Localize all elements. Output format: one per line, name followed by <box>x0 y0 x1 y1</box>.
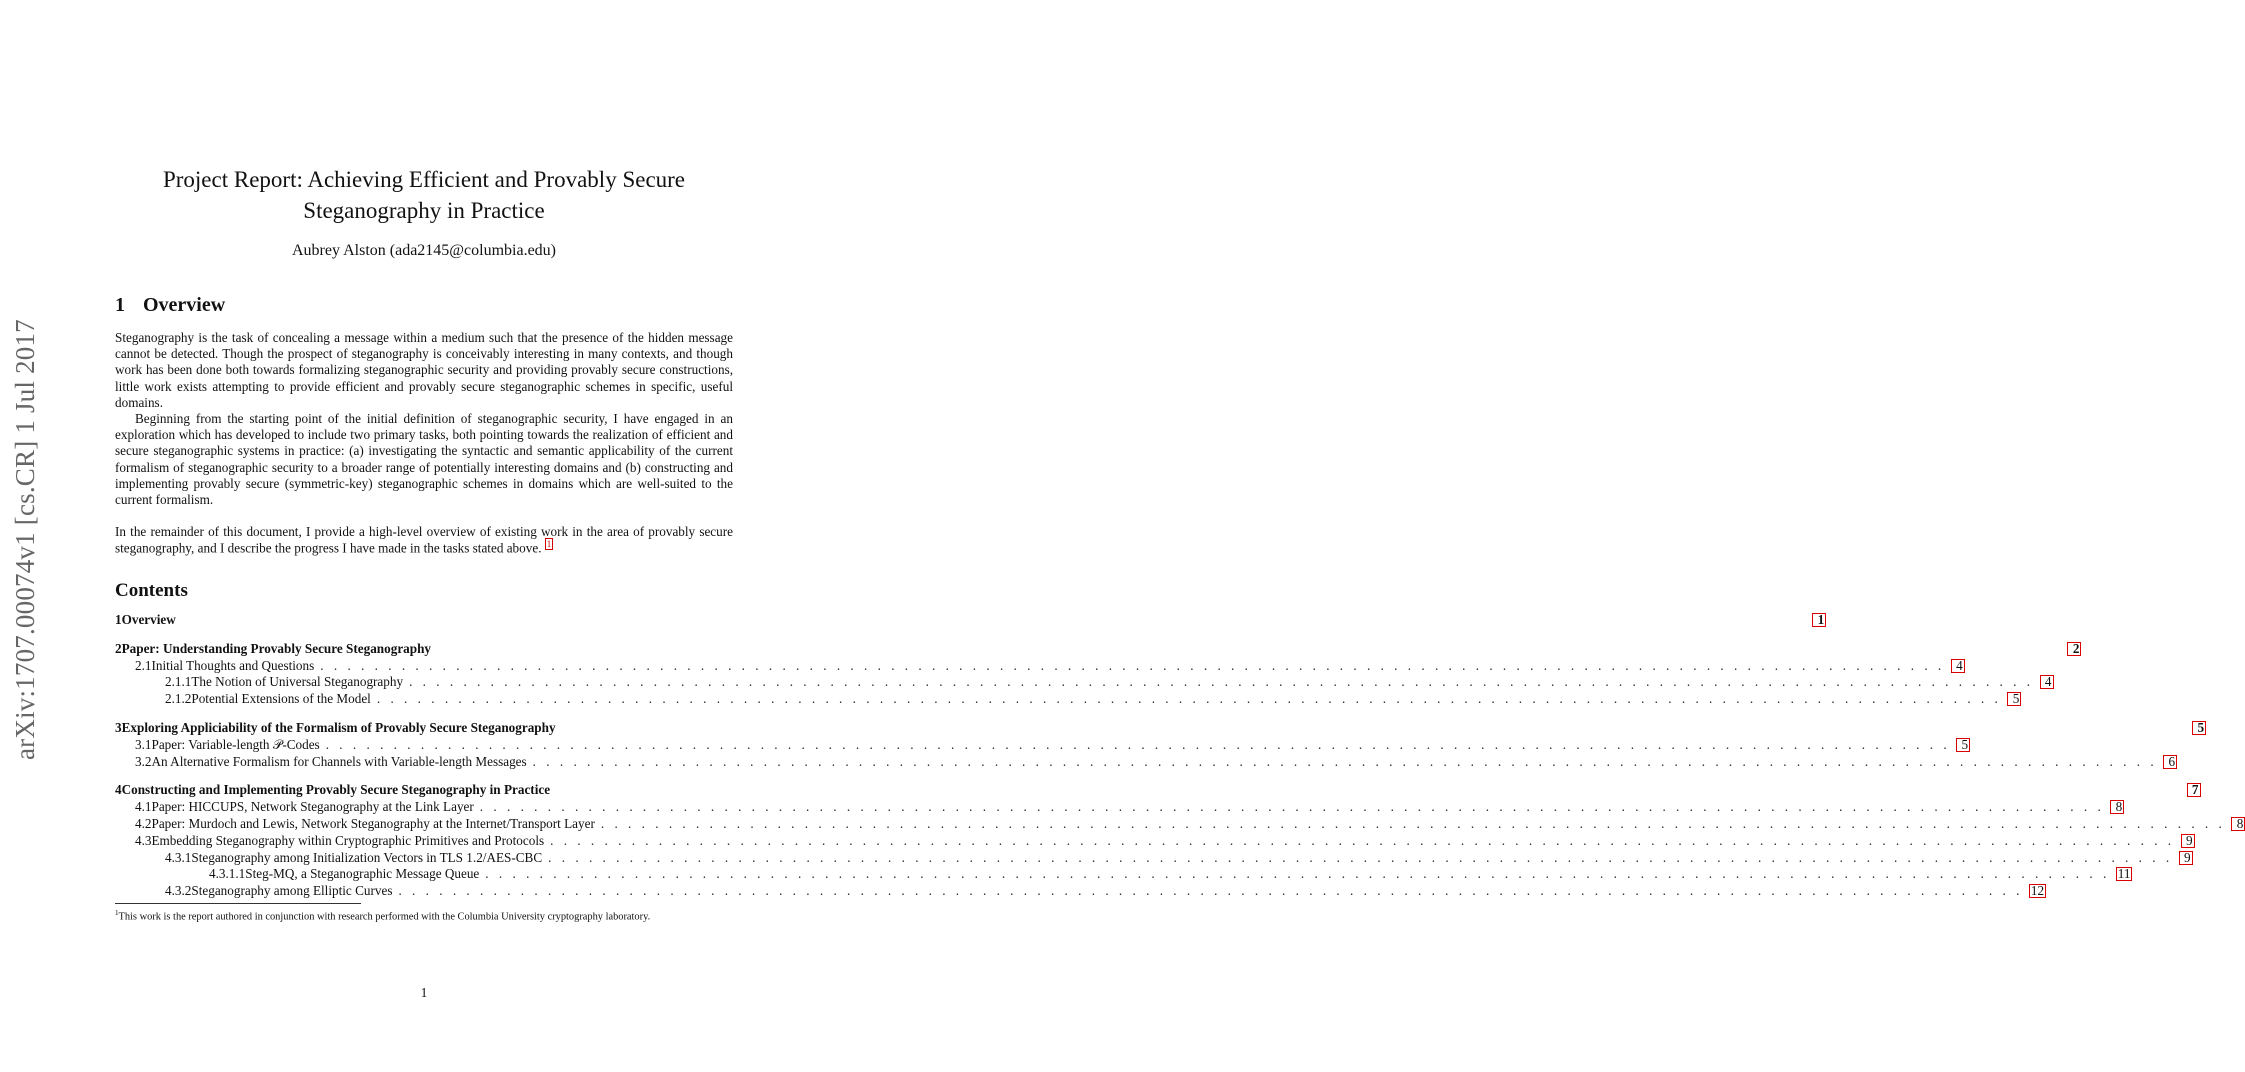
toc-page-link[interactable]: 1 <box>1812 613 1826 627</box>
table-of-contents <box>115 612 2244 900</box>
toc-entry[interactable] <box>115 849 2191 867</box>
page-number: 1 <box>420 985 428 1000</box>
toc-page-link[interactable]: 5 <box>1956 738 1970 752</box>
overview-body <box>115 330 733 557</box>
toc-entry-title: Paper: Variable-length 𝒫-Codes <box>151 736 320 752</box>
toc-entry-title: Paper: Murdoch and Lewis, Network Steganography at the Internet/Transport Layer <box>151 815 595 831</box>
toc-entry-number: 4.3.1 <box>165 849 192 865</box>
toc-entry[interactable] <box>115 719 2205 737</box>
toc-dot-leader: . . . . . . . . . . . . . . . . . . . . . . . . . . . . . . . . . . . . . . . . . . . . . . . . . . . . . . . . . . . . . . . . . . . . . . . . . . . . . . . . . . . . . . . . . . . . . . . . . . . . . . . . . . . . . . . . . . . . . . . . <box>532 753 2158 769</box>
toc-entry-title: Exploring Appliciability of the Formalism of Provably Secure Steganography <box>121 719 556 735</box>
toc-dot-leader: . . . . . . . . . . . . . . . . . . . . . . . . . . . . . . . . . . . . . . . . . . . . . . . . . . . . . . . . . . . . . . . . . . . . . . . . . . . . . . . . . . . . . . . . . . . . . . . . . . . . . . . . . . . . . . . . . . . . . . . . <box>479 799 2105 815</box>
toc-page-link[interactable]: 5 <box>2007 692 2021 706</box>
toc-page-link[interactable]: 6 <box>2163 755 2177 769</box>
toc-entry-title: Steganography among Elliptic Curves <box>191 883 393 899</box>
toc-entry-number: 2.1.2 <box>165 691 192 707</box>
section-title: Overview <box>143 294 226 316</box>
paragraph: Beginning from the starting point of the initial definition of steganographic security, I have engaged in an exploration which has developed to include two primary tasks, both pointing towards the realization of efficient and secure steganographic systems in practice: (a) investigating the syntactic and semantic applicability of the current formalism of steganographic security to a broader range of potentially interesting domains and (b) constructing and implementing provably secure (symmetric-key) steganographic schemes in domains which are well-suited to the current formalism. <box>115 411 733 508</box>
toc-entry[interactable] <box>115 640 2080 658</box>
toc-entry[interactable] <box>115 612 1825 629</box>
paragraph <box>115 524 733 557</box>
toc-entry[interactable] <box>115 657 1963 675</box>
toc-entry-number: 4.3 <box>135 832 152 848</box>
toc-entry-title: Paper: Understanding Provably Secure Steganography <box>121 640 432 656</box>
toc-page-link[interactable]: 4 <box>2040 675 2054 689</box>
toc-entry-title: Steganography among Initialization Vectors in TLS 1.2/AES-CBC <box>191 849 543 865</box>
toc-dot-leader: . . . . . . . . . . . . . . . . . . . . . . . . . . . . . . . . . . . . . . . . . . . . . . . . . . . . . . . . . . . . . . . . . . . . . . . . . . . . . . . . . . . . . . . . . . . . . . . . . . . . . . . . . . . . . . . . . . . . . . . . <box>398 883 2023 899</box>
toc-entry-number: 1 <box>115 612 122 627</box>
toc-entry-number: 2 <box>115 640 122 656</box>
toc-entry[interactable] <box>115 866 2131 883</box>
toc-page-link[interactable]: 7 <box>2187 783 2201 797</box>
toc-entry-number: 4.3.2 <box>165 883 192 899</box>
toc-page-link[interactable]: 9 <box>2179 851 2193 865</box>
footnote-divider <box>115 903 361 904</box>
toc-entry-number: 3.1 <box>135 736 152 752</box>
footnote-text: This work is the report authored in conjunction with research performed with the Columbia University cryptography laboratory. <box>118 911 651 923</box>
toc-page-link[interactable]: 5 <box>2192 721 2206 735</box>
section-number: 1 <box>115 294 125 316</box>
toc-entry[interactable] <box>115 832 2193 850</box>
toc-entry-title: Constructing and Implementing Provably Secure Steganography in Practice <box>121 782 551 798</box>
toc-entry[interactable] <box>115 736 1969 754</box>
toc-entry[interactable] <box>115 799 2123 816</box>
toc-entry[interactable] <box>115 883 2045 900</box>
toc-entry-title: The Notion of Universal Steganography <box>191 674 404 690</box>
toc-entry[interactable] <box>115 815 2244 833</box>
toc-entry-title: Steg-MQ, a Steganographic Message Queue <box>245 866 480 882</box>
toc-dot-leader: . . . . . . . . . . . . . . . . . . . . . . . . . . . . . . . . . . . . . . . . . . . . . . . . . . . . . . . . . . . . . . . . . . . . . . . . . . . . . . . . . . . . . . . . . . . . . . . . . . . . . . . . . . . . . . . . . . . . . . . . <box>320 657 1945 673</box>
toc-entry[interactable] <box>115 691 2020 708</box>
toc-entry-number: 4.3.1.1 <box>209 866 246 882</box>
paragraph-text: In the remainder of this document, I provide a high-level overview of existing work in the area of provably secure steganography, and I describe the progress I have made in the tasks stated above. <box>115 524 733 556</box>
toc-page-link[interactable]: 11 <box>2117 866 2131 882</box>
footnote <box>115 907 733 923</box>
toc-entry-number: 4 <box>115 782 122 798</box>
toc-dot-leader: . . . . . . . . . . . . . . . . . . . . . . . . . . . . . . . . . . . . . . . . . . . . . . . . . . . . . . . . . . . . . . . . . . . . . . . . . . . . . . . . . . . . . . . . . . . . . . . . . . . . . . . . . . . . . . . . . . . . . . . . <box>548 849 2173 865</box>
toc-dot-leader: . . . . . . . . . . . . . . . . . . . . . . . . . . . . . . . . . . . . . . . . . . . . . . . . . . . . . . . . . . . . . . . . . . . . . . . . . . . . . . . . . . . . . . . . . . . . . . . . . . . . . . . . . . . . . . . . . . . . . . . . <box>550 832 2175 848</box>
footnote-marker: 1 <box>115 909 119 917</box>
toc-page-link[interactable]: 12 <box>2030 883 2045 899</box>
toc-entry[interactable] <box>115 782 2199 799</box>
toc-dot-leader: . . . . . . . . . . . . . . . . . . . . . . . . . . . . . . . . . . . . . . . . . . . . . . . . . . . . . . . . . . . . . . . . . . . . . . . . . . . . . . . . . . . . . . . . . . . . . . . . . . . . . . . . . . . . . . . . . . . . . . . . <box>376 691 2002 707</box>
toc-entry-number: 4.2 <box>135 815 152 831</box>
toc-page-link[interactable]: 9 <box>2181 834 2195 848</box>
author-line: Aubrey Alston (ada2145@columbia.edu) <box>291 242 556 259</box>
toc-dot-leader: . . . . . . . . . . . . . . . . . . . . . . . . . . . . . . . . . . . . . . . . . . . . . . . . . . . . . . . . . . . . . . . . . . . . . . . . . . . . . . . . . . . . . . . . . . . . . . . . . . . . . . . . . . . . . . . . . . . . . . . . <box>409 674 2034 690</box>
title-block <box>115 164 733 260</box>
contents-heading: Contents <box>115 580 188 601</box>
paragraph: Steganography is the task of concealing a message within a medium such that the presence of the hidden message cannot be detected. Though the prospect of steganography is conceivably interesting in many contexts, and though work has been done both towards formalizing steganographic security and providing provably secure constructions, little work exists attempting to provide efficient and provably secure steganographic schemes in specific, useful domains. <box>115 330 733 410</box>
toc-entry[interactable] <box>115 674 2052 691</box>
toc-entry[interactable] <box>115 753 2176 771</box>
toc-entry-title: Potential Extensions of the Model <box>191 691 371 707</box>
toc-page-link[interactable]: 4 <box>1951 659 1965 673</box>
paper-title: Project Report: Achieving Efficient and Provably Secure Steganography in Practice <box>162 167 686 223</box>
toc-entry-number: 3 <box>115 719 122 735</box>
toc-dot-leader: . . . . . . . . . . . . . . . . . . . . . . . . . . . . . . . . . . . . . . . . . . . . . . . . . . . . . . . . . . . . . . . . . . . . . . . . . . . . . . . . . . . . . . . . . . . . . . . . . . . . . . . . . . . . . . . . . . . . . . . . <box>600 815 2226 831</box>
section-heading-overview <box>115 294 225 317</box>
toc-page-link[interactable]: 2 <box>2067 642 2081 656</box>
toc-entry-title: Embedding Steganography within Cryptographic Primitives and Protocols <box>151 832 545 848</box>
toc-page-link[interactable]: 8 <box>2110 800 2124 814</box>
toc-entry-title: An Alternative Formalism for Channels with Variable-length Messages <box>151 753 527 769</box>
toc-dot-leader: . . . . . . . . . . . . . . . . . . . . . . . . . . . . . . . . . . . . . . . . . . . . . . . . . . . . . . . . . . . . . . . . . . . . . . . . . . . . . . . . . . . . . . . . . . . . . . . . . . . . . . . . . . . . . . . . . . . . . . . . <box>325 736 1951 752</box>
toc-entry-number: 3.2 <box>135 753 152 769</box>
toc-entry-title: Overview <box>121 612 176 627</box>
toc-page-link[interactable]: 8 <box>2231 817 2245 831</box>
toc-entry-number: 4.1 <box>135 799 152 815</box>
toc-entry-title: Initial Thoughts and Questions <box>151 657 315 673</box>
toc-entry-number: 2.1.1 <box>165 674 192 690</box>
toc-entry-title: Paper: HICCUPS, Network Steganography at the Link Layer <box>151 799 474 815</box>
arxiv-stamp: arXiv:1707.00074v1 [cs.CR] 1 Jul 2017 <box>10 319 40 760</box>
toc-entry-number: 2.1 <box>135 657 152 673</box>
footnote-link[interactable]: 1 <box>546 539 552 550</box>
toc-dot-leader: . . . . . . . . . . . . . . . . . . . . . . . . . . . . . . . . . . . . . . . . . . . . . . . . . . . . . . . . . . . . . . . . . . . . . . . . . . . . . . . . . . . . . . . . . . . . . . . . . . . . . . . . . . . . . . . . . . . . . . . . <box>485 866 2110 882</box>
